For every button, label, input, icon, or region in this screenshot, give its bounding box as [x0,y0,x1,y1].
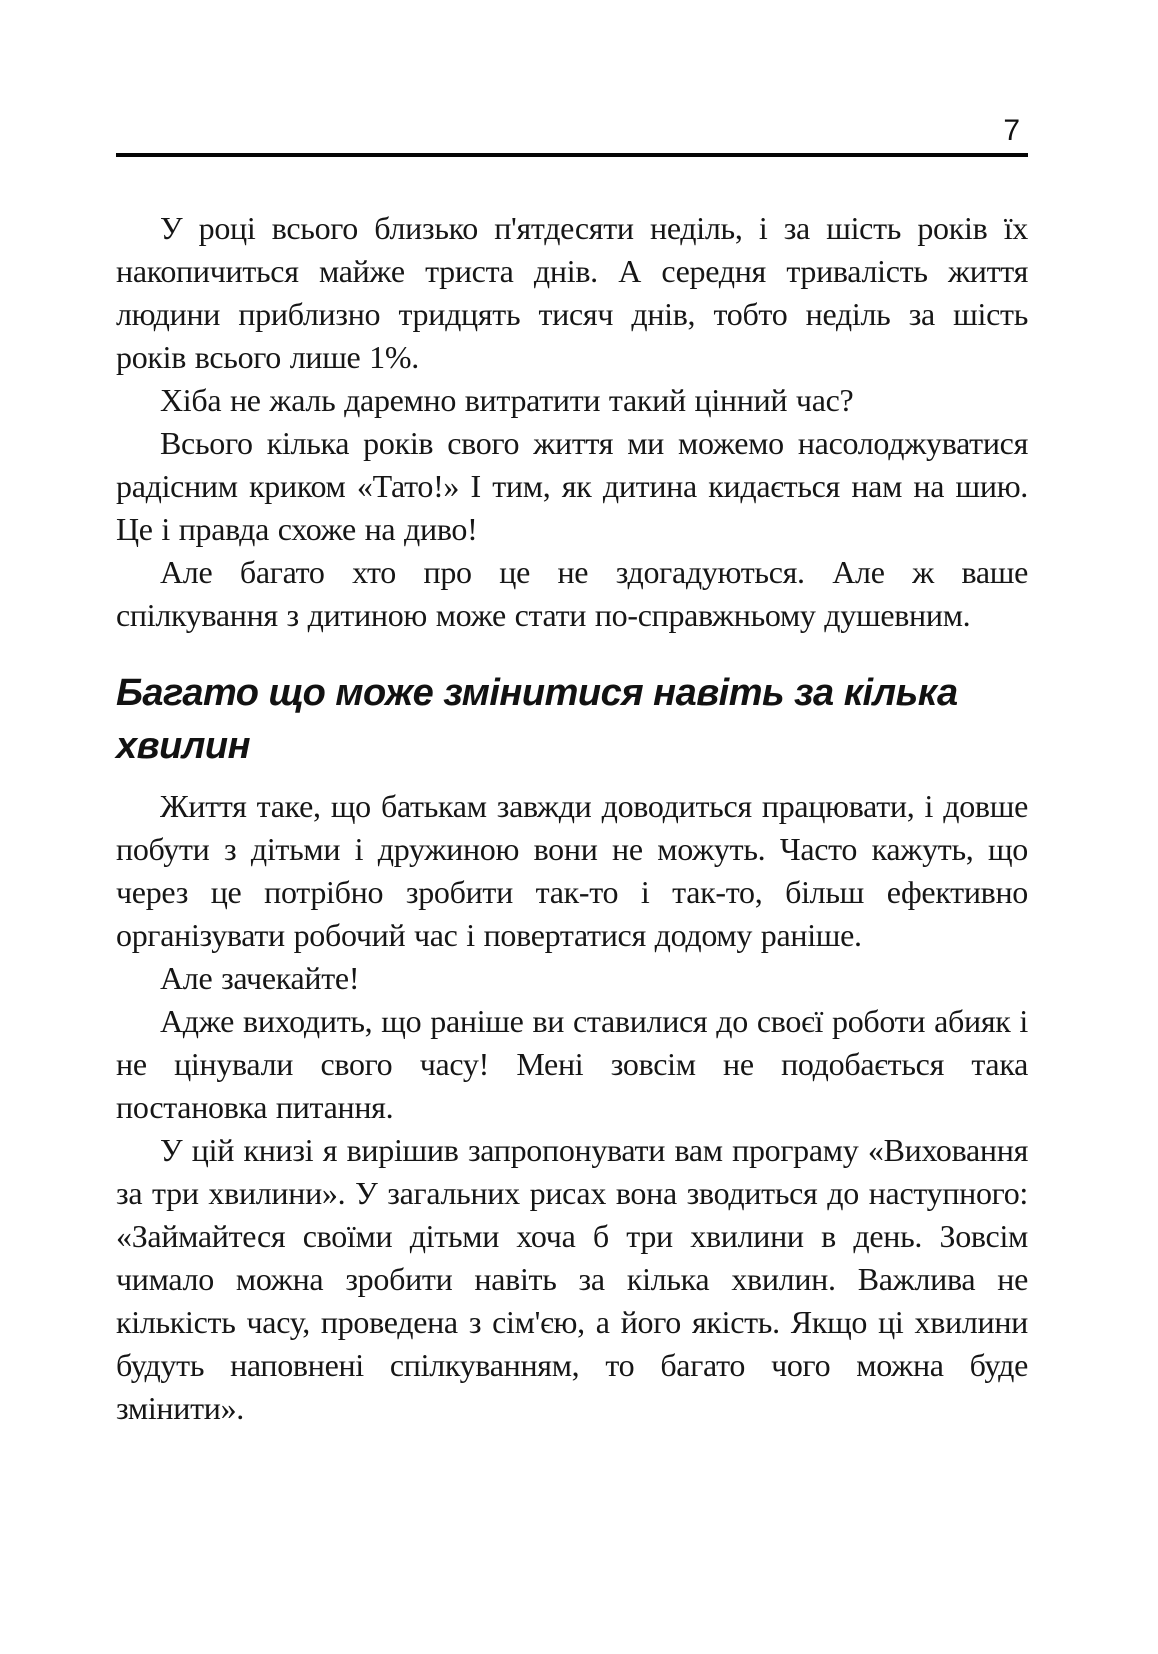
paragraph-body-3: Адже виходить, що раніше ви ставилися до своєї роботи абияк і не цінували свого часу! Мені зовсім не подобається така постановка питання. [116,1003,1028,1125]
section-heading-line-1: Багато що може змінитися навіть за кілька [116,672,958,714]
paragraph-intro-1: У році всього близько п'ятдесяти неділь, і за шість років їх накопичиться майже триста днів. А середня тривалість життя людини приблизно тридцять тисяч днів, тобто неділь за шість років всього лише 1%. [116,210,1028,375]
paragraph-body-1: Життя таке, що батькам завжди доводиться працювати, і довше побути з дітьми і дружиною вони не можуть. Часто кажуть, що через це потрібно зробити так-то і так-то, більш ефективно організувати робочий час і повертатися додому раніше. [116,788,1028,953]
page-header [116,116,1028,157]
section-heading [116,667,1028,773]
page-number: 7 [1003,114,1020,147]
page-content [116,207,1028,1430]
header-rule [116,153,1028,157]
paragraph-body-2: Але зачекайте! [160,960,360,996]
section-heading-line-2: хвилин [116,725,251,767]
paragraph-intro-2: Хіба не жаль даремно витратити такий цінний час? [160,382,854,418]
paragraph-intro-3: Всього кілька років свого життя ми можемо насолоджуватися радісним криком «Тато!» І тим, як дитина кидається нам на шию. Це і правда схоже на диво! [116,425,1028,547]
paragraph-body-4: У цій книзі я вирішив запропонувати вам програму «Виховання за три хвилини». У загальних рисах вона зводиться до наступного: «Займайтеся своїми дітьми хоча б три хвилини в день. Зовсім чимало можна зробити навіть за кілька хвилин. Важлива не кількість часу, проведена з сім'єю, а його якість. Якщо ці хвилини будуть наповнені спілкуванням, то багато чого можна буде змінити». [116,1132,1028,1426]
paragraph-intro-4: Але багато хто про це не здогадуються. Але ж ваше спілкування з дитиною може стати по-справжньому душевним. [116,554,1028,633]
